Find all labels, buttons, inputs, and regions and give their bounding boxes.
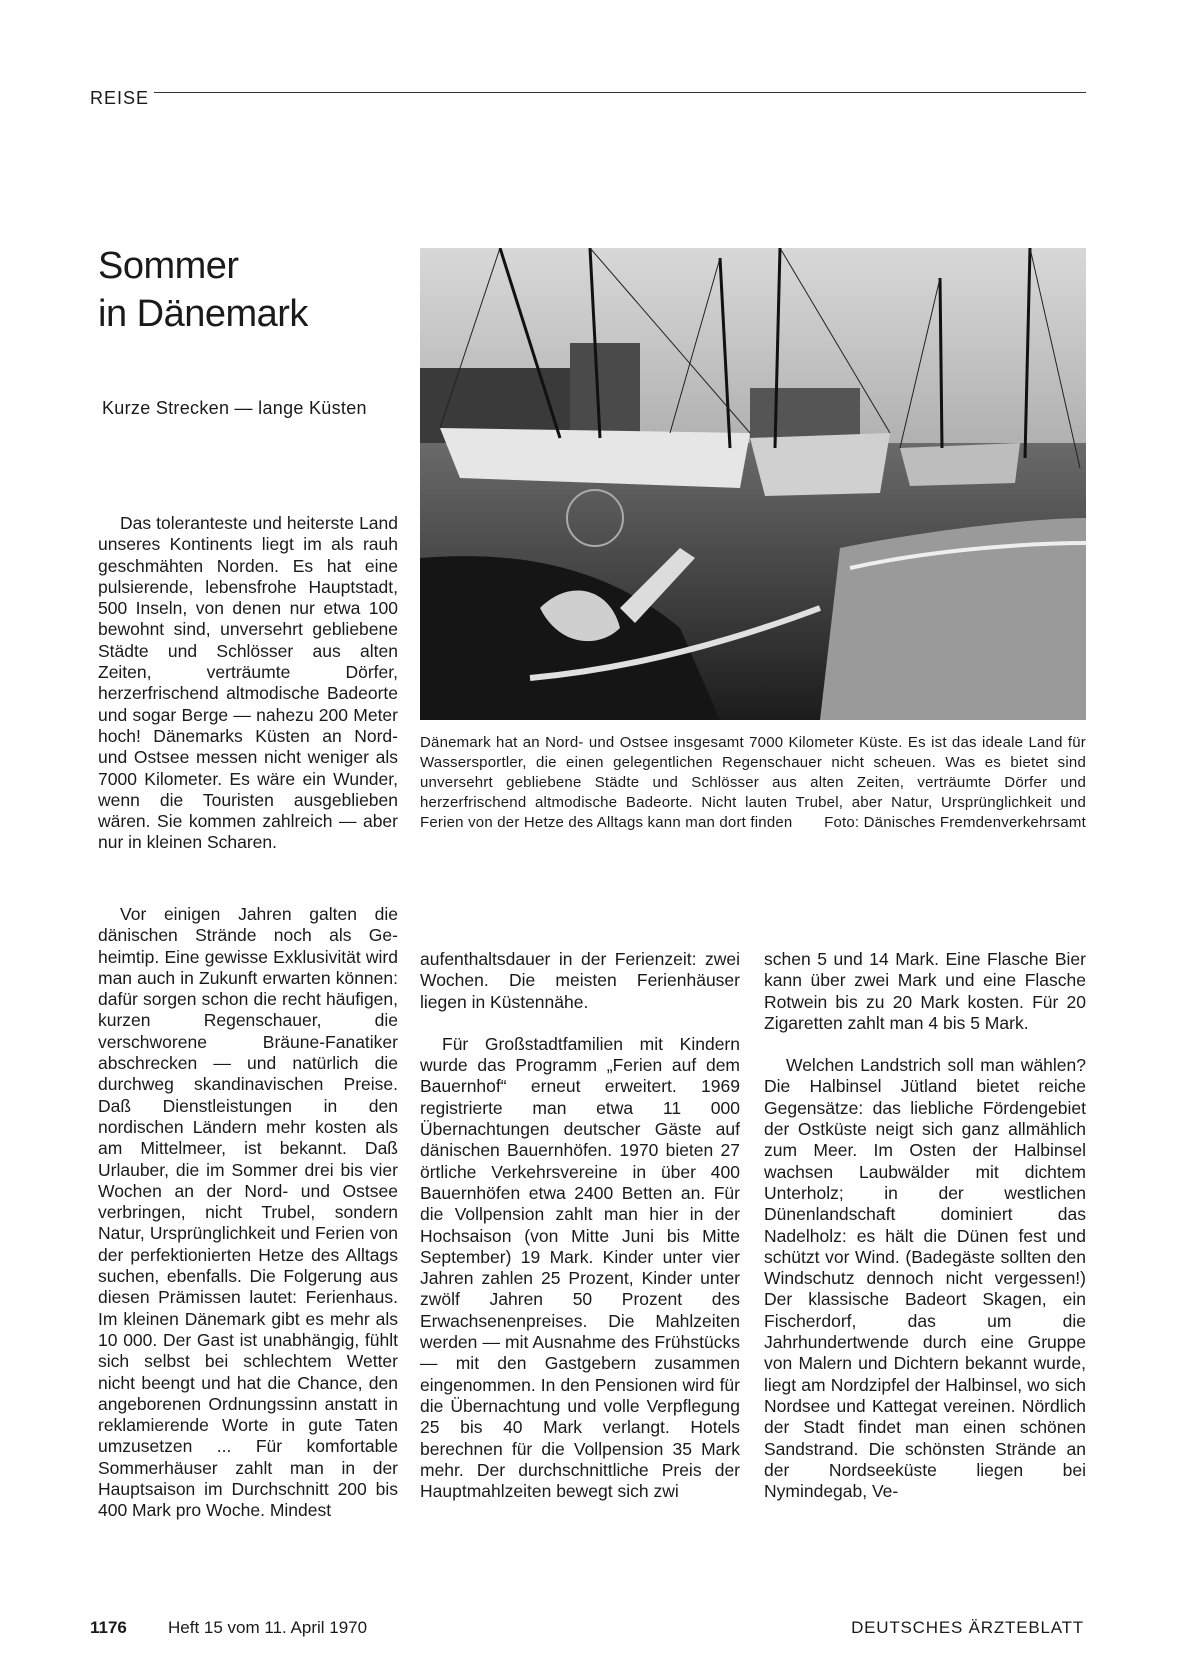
article-title-line1: Sommer <box>98 245 239 287</box>
article-subtitle: Kurze Strecken — lange Küsten <box>102 398 367 418</box>
column-2 <box>420 949 740 1502</box>
caption-text: Dänemark hat an Nord- und Ostsee insgesamt 7000 Kilometer Küste. Es ist das ideale Land für Wassersportler, die einen gelegentlichen Regenschauer nicht scheuen. Was es bietet sind unversehrt gebliebene Städte und Schlösser aus alten Zeiten, verträumte Dörfer und herzerfrischend altmodische Badeorte. Nicht lauten Trubel, aber Natur, Ursprünglichkeit und Ferien von der Hetze des Alltags kann man dort finden <box>420 734 1086 831</box>
paragraph: Das toleranteste und heiterste Land unseres Kontinents liegt im als rauh geschmähten Norden. Es hat eine pulsierende, lebensfrohe Hauptstadt, 500 Inseln, von denen nur etwa 100 bewohnt sind, unversehrt gebliebene Städte und Schlösser aus alten Zeiten, verträumte Dörfer, herzerfrischend altmodische Badeorte und sogar Berge — nahezu 200 Meter hoch! Dänemarks Küsten an Nord- und Ostsee messen nicht weniger als 7000 Kilometer. Es wäre ein Wunder, wenn die Touristen ausgeblieben wären. Sie kommen zahlreich — aber nur in kleinen Scharen. <box>98 513 398 853</box>
journal-name: DEUTSCHES ÄRZTEBLATT <box>851 1618 1084 1637</box>
page-number: 1176 <box>90 1618 127 1637</box>
paragraph: Welchen Landstrich soll man wählen? Die Halbinsel Jütland bietet reiche Gegensätze: das liebliche Fördengebiet der Ostküste neigt sich ganz allmählich zum Meer. Im Osten der Halbinsel wachsen Laubwälder mit dichtem Unterholz; in der westlichen Dünenlandschaft dominiert das Nadelholz: es hält die Dünen fest und schützt vor Wind. (Badegäste sollten den Windschutz dennoch nicht vergessen!) Der klassische Badeort Skagen, ein Fischerdorf, das um die Jahrhundertwende durch eine Gruppe von Malern und Dichtern bekannt wurde, liegt am Nordzipfel der Halbinsel, wo sich Nordsee und Kattegat vereinen. Nördlich der Stadt findet man einen schönen Sandstrand. Die schönsten Strände an der Nordseeküste liegen bei Nymindegab, Ve- <box>764 1055 1086 1502</box>
column-3 <box>764 949 1086 1502</box>
article-title-line2: in Dänemark <box>98 293 308 335</box>
header-rule <box>154 92 1086 93</box>
photo-caption <box>420 733 1086 833</box>
column-1-bottom <box>98 904 398 1522</box>
section-label: REISE <box>90 88 150 108</box>
paragraph: schen 5 und 14 Mark. Eine Flasche Bier kann über zwei Mark und eine Flasche Rotwein bis zu 20 Mark kosten. Für 20 Zigaretten zahlt man 4 bis 5 Mark. <box>764 949 1086 1033</box>
photo-credit: Foto: Dänisches Fremdenverkehrsamt <box>824 814 1086 831</box>
paragraph: Vor einigen Jahren galten die dänischen Strände noch als Geheimtip. Eine gewisse Exklusivität wird man auch in Zukunft erwarten können: dafür sorgen schon die recht häufigen, kurzen Regenschauer, die verschworene Bräune-Fanatiker abschrecken — und natürlich die durchweg skandinavischen Preise. Daß Dienstleistungen in den nordischen Ländern mehr kosten als am Mittelmeer, ist bekannt. Daß Urlauber, die im Sommer drei bis vier Wochen an der Nord- und Ostsee verbringen, nicht Trubel, sondern Natur, Ursprünglichkeit und Ferien von der perfektionierten Hetze des Alltags suchen, ebenfalls. Die Folgerung aus diesen Prämissen lautet: Ferienhaus. Im kleinen Dänemark gibt es mehr als 10 000. Der Gast ist unabhängig, fühlt sich selbst bei schlechtem Wetter nicht beengt und hat die Chance, den angeborenen Ordnungssinn anstatt in reklamierende Worte in gute Taten umzusetzen ... Für komfortable Sommerhäuser zahlt man in der Hauptsaison im Durchschnitt 200 bis 400 Mark pro Woche. Mindest <box>98 904 398 1521</box>
article-title <box>98 242 308 338</box>
paragraph: Für Großstadtfamilien mit Kindern wurde das Programm „Ferien auf dem Bauernhof“ erneut erweitert. 1969 registrierte man etwa 11 000 Übernachtungen deutscher Gäste auf dänischen Bauernhöfen. 1970 bieten 27 örtliche Verkehrsvereine in über 400 Bauernhöfen etwa 2400 Betten an. Für die Vollpension zahlt man hier in der Hochsaison (von Mitte Juni bis Mitte September) 19 Mark. Kinder unter vier Jahren zahlen 25 Prozent, Kinder unter zwölf Jahren 50 Prozent des Erwachsenenpreises. Die Mahlzeiten werden — mit Ausnahme des Frühstücks — mit den Gastgebern zusammen eingenommen. In den Pensionen wird für die Übernachtung und volle Verpflegung 25 bis 40 Mark verlangt. Hotels berechnen für die Vollpension 35 Mark mehr. Der durchschnittliche Preis der Hauptmahlzeiten bewegt sich zwi <box>420 1033 740 1502</box>
harbor-photo <box>420 248 1086 720</box>
issue-info: Heft 15 vom 11. April 1970 <box>168 1618 368 1637</box>
paragraph: aufenthaltsdauer in der Ferienzeit: zwei Wochen. Die meisten Ferienhäuser liegen in Küstennähe. <box>420 949 740 1012</box>
column-1-top <box>98 513 398 854</box>
